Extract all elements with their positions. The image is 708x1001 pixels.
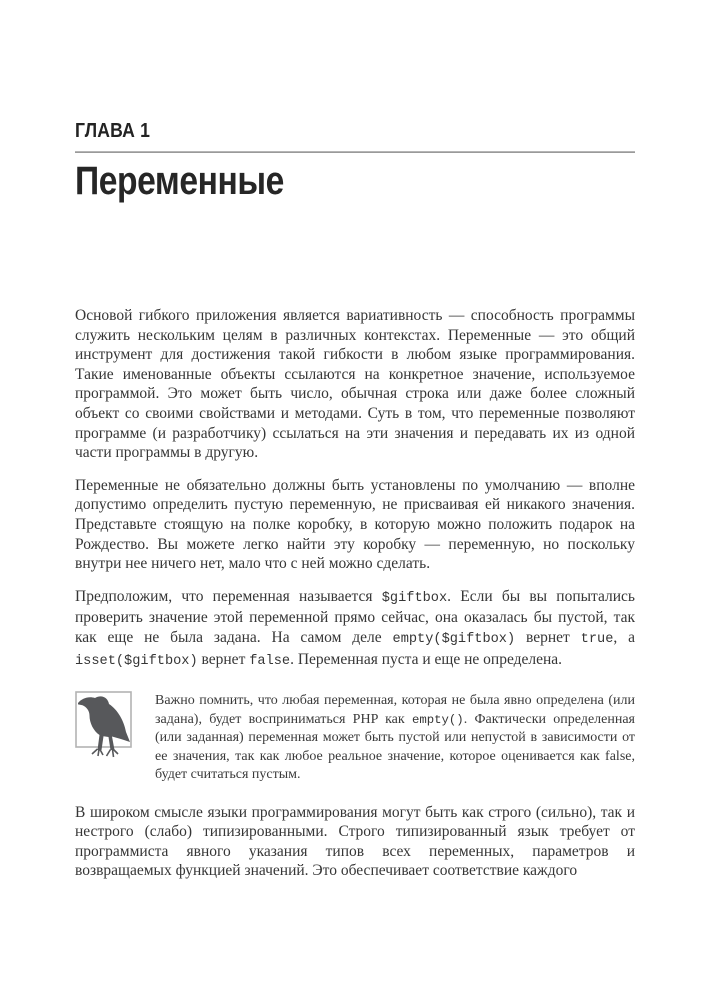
paragraph: Основой гибкого приложения является вариативность — способность программы служить нескольким целям в различных контекстах. Переменные — это общий инструмент для достижения такой гибкости в любом языке программирования. Такие именованные объекты ссылаются на конкретное значение, используемое программой. Это может быть число, обычная строка или даже более сложный объект со своими свойствами и методами. Суть в том, что переменные позволяют программе (и разработчику) ссылаться на эти значения и передавать их из одной части программы в другую. <box>75 307 635 462</box>
chapter-rule <box>75 151 635 153</box>
body-text <box>75 306 635 881</box>
paragraph: Переменные не обязательно должны быть установлены по умолчанию — вполне допустимо определить пустую переменную, не присваивая ей никакого значения. Представьте стоящую на полке коробку, в которую можно положить подарок на Рождество. Вы можете легко найти эту коробку — переменную, но поскольку внутри нее ничего нет, мало что с ней можно сделать. <box>75 476 635 573</box>
chapter-header <box>75 121 635 202</box>
inline-code: isset($giftbox) <box>75 653 198 669</box>
inline-code: true <box>580 631 614 647</box>
note-text: Важно помнить, что любая переменная, которая не была явно определена (или задана), будет восприниматься PHP как empty(). Фактически определенная (или заданная) переменная может быть пустой или непустой в зависимости от ее значения, так как любое реальное значение, которое оценивается как false, будет считаться пустым. <box>155 693 635 783</box>
chapter-title: Переменные <box>75 159 284 203</box>
chapter-label: ГЛАВА 1 <box>75 120 151 142</box>
paragraph: В широком смысле языки программирования могут быть как строго (сильно), так и нестрого (слабо) типизированными. Строго типизированный язык требует от программиста явного указания типов всех переменных, параметров и возвращаемых функцией значений. Это обеспечивает соответствие каждого <box>75 803 635 880</box>
inline-code: false <box>249 653 291 669</box>
inline-code: empty($giftbox) <box>392 631 516 647</box>
inline-code: empty() <box>411 712 464 727</box>
paragraph: Предположим, что переменная называется $giftbox. Если бы вы попытались проверить значение этой переменной прямо сейчас, она оказалась бы пустой, так как еще не была задана. На самом деле empty($giftbox) вернет true, а isset($giftbox) вернет false. Переменная пуста и еще не определена. <box>75 587 635 669</box>
crow-icon <box>75 691 133 768</box>
inline-code: $giftbox <box>381 590 448 606</box>
note-callout <box>75 691 635 785</box>
